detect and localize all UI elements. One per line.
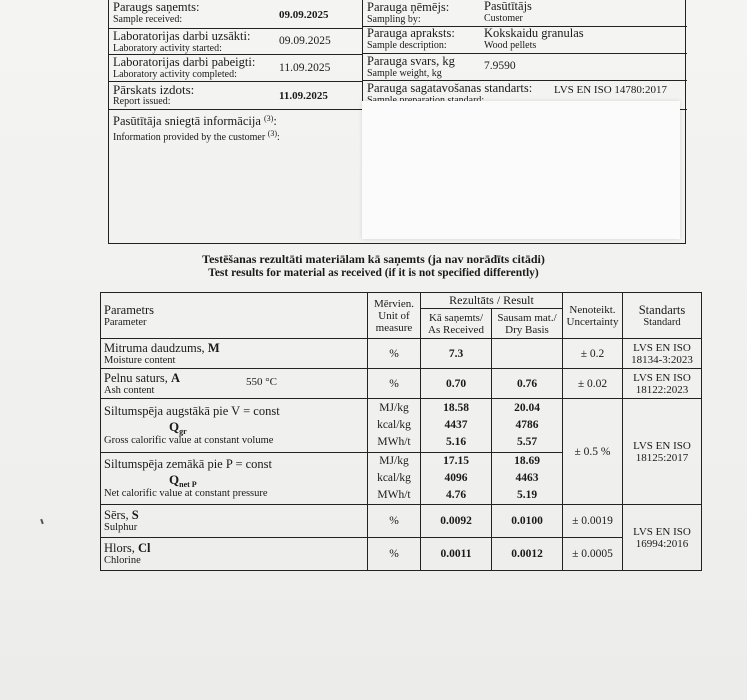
header-unit: Mērvien. Unit of measure xyxy=(368,293,421,339)
table-row-moisture: Mitruma daudzums, M Moisture content % 7.3 ± 0.2 LVS EN ISO 18134-3:2023 xyxy=(101,339,702,369)
table-header-row xyxy=(101,293,702,309)
sample-received-date: 09.09.2025 xyxy=(279,9,329,21)
param-gross-calorific: Siltumspēja augstākā pie V = const $Q_{gr}$ Gross calorific value at constant volume xyxy=(101,399,368,453)
net-received: 17.15 4096 4.76 xyxy=(421,453,492,505)
sample-description-label: Parauga apraksts: Sample description: xyxy=(367,26,455,51)
header-dry-basis: Sausam mat./ Dry Basis xyxy=(492,309,563,339)
calorific-uncertainty: ± 0.5 % xyxy=(563,399,623,505)
param-chlorine: Hlors, Cl Chlorine xyxy=(101,538,368,571)
results-heading-en: Test results for material as received (if it is not specified differently) xyxy=(208,267,539,279)
sulphur-dry: 0.0100 xyxy=(492,505,563,538)
table-row-net-calorific: Siltumspēja zemākā pie P = const $Q_{net P}$ Net calorific value at constant pressure MJ/kg kcal/kg MWh/t 17.15 4096 4.76 18.69 4463 5.19 xyxy=(101,453,702,505)
moisture-dry xyxy=(492,339,563,369)
sample-weight-value: 7.9590 xyxy=(484,60,516,72)
header-as-received: Kā saņemts/ As Received xyxy=(421,309,492,339)
sample-received-label: Paraugs saņemts: Sample received: xyxy=(113,0,200,25)
calorific-standard: LVS EN ISO 18125:2017 xyxy=(623,399,702,505)
lab-completed-label: Laboratorijas darbi pabeigti: Laboratory activity completed: xyxy=(113,55,256,80)
ash-received: 0.70 xyxy=(421,369,492,399)
redaction-patch xyxy=(362,101,680,239)
sample-prep-standard: LVS EN ISO 14780:2017 xyxy=(554,84,667,96)
header-result: Rezultāts / Result xyxy=(421,293,563,309)
moisture-standard: LVS EN ISO 18134-3:2023 xyxy=(623,339,702,369)
gross-received: 18.58 4437 5.16 xyxy=(421,399,492,453)
table-row-chlorine: Hlors, Cl Chlorine % 0.0011 0.0012 ± 0.0005 xyxy=(101,538,702,571)
chlorine-dry: 0.0012 xyxy=(492,538,563,571)
gross-dry: 20.04 4786 5.57 xyxy=(492,399,563,453)
header-parameter: Parametrs Parameter xyxy=(101,293,368,339)
paper-speck xyxy=(40,519,44,524)
param-moisture: Mitruma daudzums, M Moisture content xyxy=(101,339,368,369)
sample-prep-label: Parauga sagatavošanas standarts: xyxy=(367,81,533,95)
lab-started-label: Laboratorijas darbi uzsākti: Laboratory activity started: xyxy=(113,29,251,54)
ash-dry: 0.76 xyxy=(492,369,563,399)
param-sulphur: Sērs, S Sulphur xyxy=(101,505,368,538)
report-issued-label: Pārskats izdots: Report issued: xyxy=(113,82,195,107)
sampling-by-label: Parauga ņēmējs: Sampling by: xyxy=(367,0,450,25)
table-row-sulphur: Sērs, S Sulphur % 0.0092 0.0100 ± 0.0019 LVS EN ISO 16994:2016 xyxy=(101,505,702,538)
info-divider xyxy=(362,0,363,112)
header-uncertainty: Nenoteikt. Uncertainty xyxy=(563,293,623,339)
moisture-received: 7.3 xyxy=(421,339,492,369)
lab-started-date: 09.09.2025 xyxy=(279,35,331,47)
results-table xyxy=(100,292,702,571)
param-net-calorific: Siltumspēja zemākā pie P = const $Q_{net P}$ Net calorific value at constant pressure xyxy=(101,453,368,505)
ash-standard: LVS EN ISO 18122:2023 xyxy=(623,369,702,399)
header-standard: Standarts Standard xyxy=(623,293,702,339)
sampling-by-value: Pasūtītājs Customer xyxy=(484,0,532,24)
report-issued-date: 11.09.2025 xyxy=(279,90,328,102)
sulphur-chlorine-standard: LVS EN ISO 16994:2016 xyxy=(623,505,702,571)
param-ash: Pelnu saturs, A Ash content 550 °C xyxy=(101,369,368,399)
lab-completed-date: 11.09.2025 xyxy=(279,62,331,74)
chlorine-received: 0.0011 xyxy=(421,538,492,571)
table-row-ash: Pelnu saturs, A Ash content 550 °C % 0.70 0.76 ± 0.02 LVS EN ISO 18122:2023 xyxy=(101,369,702,399)
table-row-gross-calorific: Siltumspēja augstākā pie V = const $Q_{gr}$ Gross calorific value at constant volume MJ/kg kcal/kg MWh/t 18.58 4437 5.16 20.04 4786 5.57 ± 0.5 % LVS EN ISO 18125:2017 xyxy=(101,399,702,453)
customer-info-label: Pasūtītāja sniegtā informācija $^{(3)}$: Information provided by the customer $^{(3)}$: xyxy=(113,114,280,143)
results-heading-lv: Testēšanas rezultāti materiālam kā saņemts (ja nav norādīts citādi) xyxy=(202,252,545,266)
sample-description-value: Kokskaidu granulas Wood pellets xyxy=(484,26,584,51)
sulphur-received: 0.0092 xyxy=(421,505,492,538)
sample-weight-label: Parauga svars, kg Sample weight, kg xyxy=(367,54,455,79)
net-dry: 18.69 4463 5.19 xyxy=(492,453,563,505)
